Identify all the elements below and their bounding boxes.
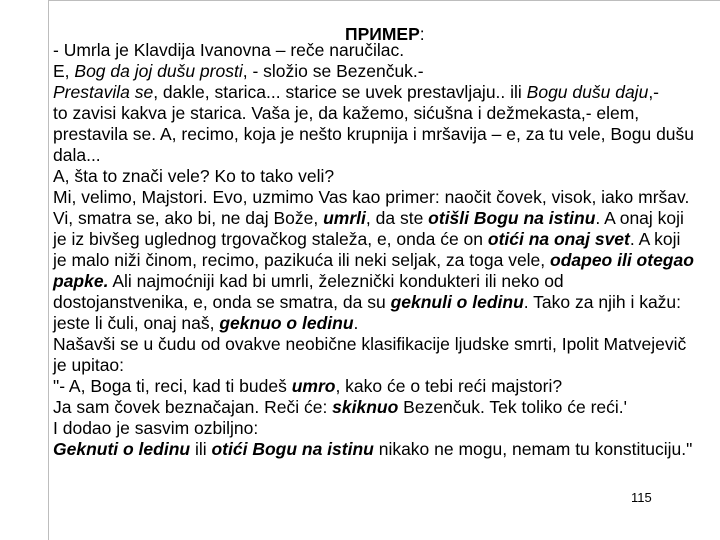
text-segment: je iz bivšeg uglednog trgovačkog staleža, e, onda će on (53, 229, 488, 249)
text-segment: . (353, 313, 359, 333)
text-segment: je malo niži činom, recimo, pazikuća ili neki seljak, za toga vele, (53, 250, 551, 270)
text-segment: Mi, velimo, Majstori. Evo, uzmimo Vas kao primer: naočit čovek, visok, iako mršav. (53, 187, 690, 207)
text-segment: E, (53, 61, 75, 81)
emphasis-text: otići na onaj svet (487, 229, 630, 249)
emphasis-text: otišli Bogu na istinu (428, 208, 596, 228)
text-line (53, 271, 720, 292)
text-segment: "- A, Boga ti, reci, kad ti budeš (53, 376, 292, 396)
text-segment: Našavši se u čudu od ovakve neobične klasifikacije ljudske smrti, Ipolit Matvejevič (53, 334, 687, 354)
text-segment: Ali najmoćniji kad bi umrli, železnički kondukteri ili neko od (108, 271, 564, 291)
emphasis-text: skiknuo (332, 397, 399, 417)
text-line (53, 313, 720, 334)
text-segment: . Tako za njih i kažu: (523, 292, 682, 312)
title-colon: : (419, 24, 425, 44)
emphasis-text: umro (291, 376, 336, 396)
text-segment: Vi, smatra se, ako bi, ne daj Bože, (53, 208, 324, 228)
emphasis-text: Bogu dušu daju (526, 82, 649, 102)
text-line (53, 355, 720, 376)
text-line (53, 229, 720, 250)
text-line (53, 40, 720, 61)
page-number: 115 (631, 490, 652, 505)
text-line (53, 397, 720, 418)
emphasis-text: umrli (323, 208, 366, 228)
text-segment: je upitao: (53, 355, 125, 375)
text-line (53, 439, 720, 460)
text-segment: , - složio se Bezenčuk.- (242, 61, 424, 81)
text-segment: Bezenčuk. Tek toliko će reći.' (398, 397, 627, 417)
text-segment: ili (190, 439, 212, 459)
text-line (53, 124, 720, 145)
emphasis-text: Bog da joj dušu prosti (74, 61, 243, 81)
text-segment: , da ste (365, 208, 429, 228)
text-segment: - Umrla je Klavdija Ivanovna – reče naručilac. (53, 40, 405, 60)
text-segment: ,- (648, 82, 660, 102)
text-segment: jeste li čuli, onaj naš, (53, 313, 220, 333)
text-line (53, 187, 720, 208)
emphasis-text: odapeo ili otegao (550, 250, 694, 270)
title-text: ПРИМЕР (345, 24, 420, 44)
text-line (53, 208, 720, 229)
frame-top-border (48, 0, 720, 1)
text-line (53, 166, 720, 187)
text-line (53, 250, 720, 271)
text-line (53, 334, 720, 355)
text-segment: . A koji (629, 229, 681, 249)
emphasis-text: geknuo o ledinu (219, 313, 354, 333)
text-line (53, 82, 720, 103)
text-segment: nikako ne mogu, nemam tu konstituciju." (373, 439, 693, 459)
frame-left-border (48, 0, 49, 540)
text-segment: , kako će o tebi reći majstori? (335, 376, 563, 396)
text-line (53, 418, 720, 439)
emphasis-text: Geknuti o ledinu (53, 439, 191, 459)
emphasis-text: geknuli o ledinu (390, 292, 524, 312)
text-segment: dostojanstvenika, e, onda se smatra, da su (53, 292, 391, 312)
emphasis-text: papke. (53, 271, 109, 291)
text-line (53, 145, 720, 166)
text-segment: Ja sam čovek beznačajan. Reči će: (53, 397, 333, 417)
text-segment: I dodao je sasvim ozbiljno: (53, 418, 259, 438)
text-segment: dala... (53, 145, 101, 165)
text-line (53, 376, 720, 397)
text-segment: . A onaj koji (595, 208, 684, 228)
text-line (53, 103, 720, 124)
emphasis-text: Prestavila se (53, 82, 154, 102)
text-segment: to zavisi kakva je starica. Vaša je, da kažemo, sićušna i dežmekasta,- elem, (53, 103, 640, 123)
text-segment: , dakle, starica... starice se uvek prestavljaju.. ili (153, 82, 527, 102)
text-line (53, 292, 720, 313)
text-segment: prestavila se. A, recimo, koja je nešto krupnija i mršavija – e, za tu vele, Bogu dušu (53, 124, 695, 144)
text-line (53, 61, 720, 82)
body-text (53, 40, 720, 460)
emphasis-text: otići Bogu na istinu (211, 439, 374, 459)
text-segment: A, šta to znači vele? Ko to tako veli? (53, 166, 335, 186)
